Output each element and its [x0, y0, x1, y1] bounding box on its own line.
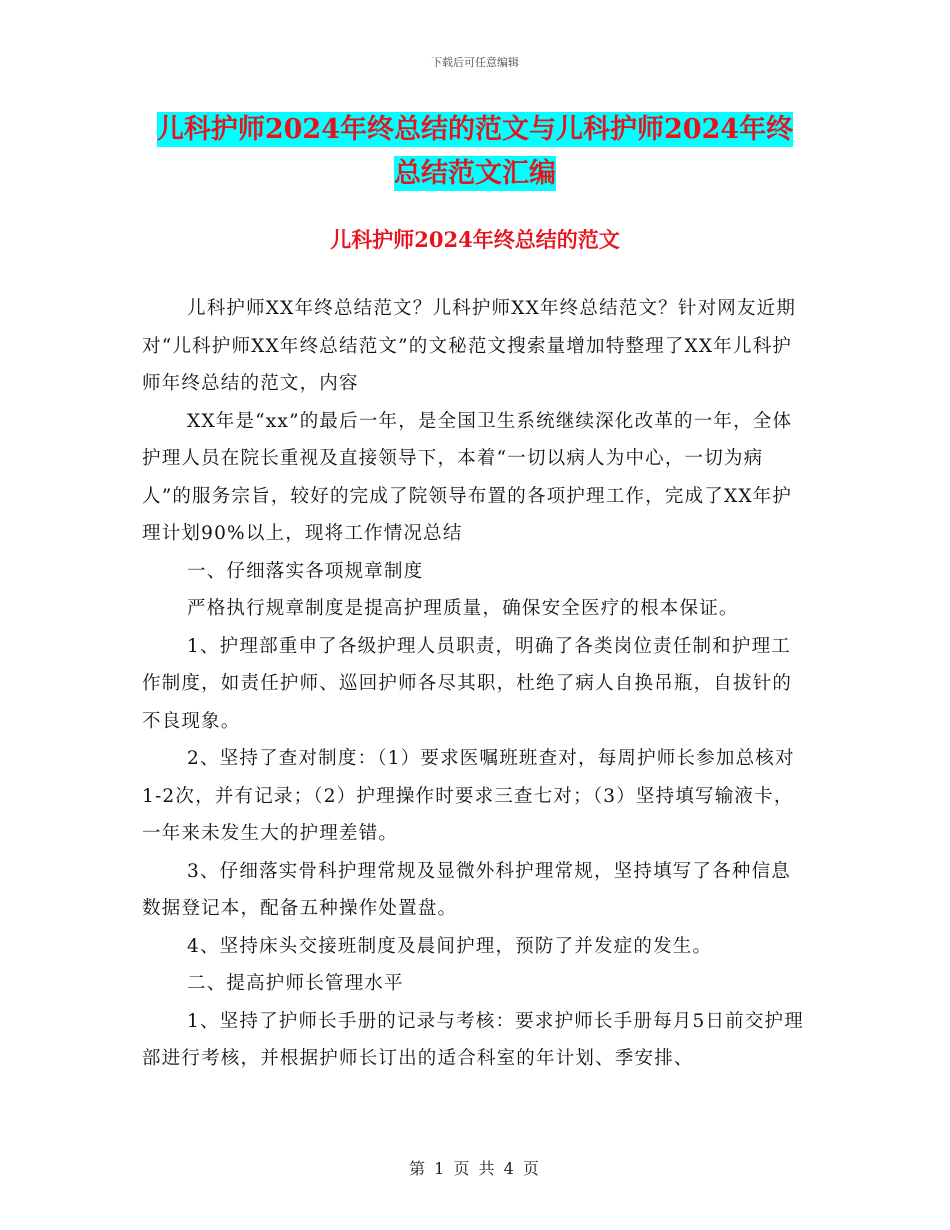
paragraph: 4、坚持床头交接班制度及晨间护理，预防了并发症的发生。	[187, 935, 713, 957]
paragraph: 1、护理部重申了各级护理人员职责，明确了各类岗位责任制和护理工作制度，如责任护师、巡回护师各尽其职，杜绝了病人自换吊瓶，自拔针的不良现象。	[142, 635, 793, 732]
document-body	[142, 290, 810, 1078]
paragraph: 儿科护师XX年终总结范文？儿科护师XX年终总结范文？针对网友近期对“儿科护师XX年终总结范文”的文秘范文搜索量增加特整理了XX年儿科护师年终总结的范文，内容	[142, 298, 797, 394]
paragraph: 1、坚持了护师长手册的记录与考核：要求护师长手册每月5日前交护理部进行考核，并根据护师长订出的适合科室的年计划、季安排、	[142, 1010, 804, 1069]
header-note: 下载后可任意编辑	[431, 56, 519, 69]
paragraph: 3、仔细落实骨科护理常规及显微外科护理常规，坚持填写了各种信息数据登记本，配备五种操作处置盘。	[142, 860, 791, 919]
document-title	[0, 108, 950, 196]
title-line-2: 总结范文汇编	[394, 158, 556, 189]
paragraph-heading: 二、提高护师长管理水平	[187, 973, 404, 994]
page-footer: 第 1 页 共 4 页	[409, 1159, 541, 1178]
paragraph: XX年是“xx”的最后一年，是全国卫生系统继续深化改革的一年，全体护理人员在院长重视及直接领导下，本着“一切以病人为中心，一切为病人”的服务宗旨，较好的完成了院领导布置的各项护理工作，完成了XX年护理计划90%以上，现将工作情况总结	[142, 410, 793, 544]
section-title: 儿科护师2024年终总结的范文	[330, 227, 620, 252]
paragraph: 严格执行规章制度是提高护理质量，确保安全医疗的根本保证。	[187, 598, 739, 619]
paragraph: 2、坚持了查对制度：（1）要求医嘱班班查对，每周护师长参加总核对1-2次，并有记录；（2）护理操作时要求三查七对；（3）坚持填写输液卡，一年来未发生大的护理差错。	[142, 748, 795, 844]
title-line-1: 儿科护师2024年终总结的范文与儿科护师2024年终	[156, 114, 794, 145]
paragraph-heading: 一、仔细落实各项规章制度	[187, 560, 424, 582]
